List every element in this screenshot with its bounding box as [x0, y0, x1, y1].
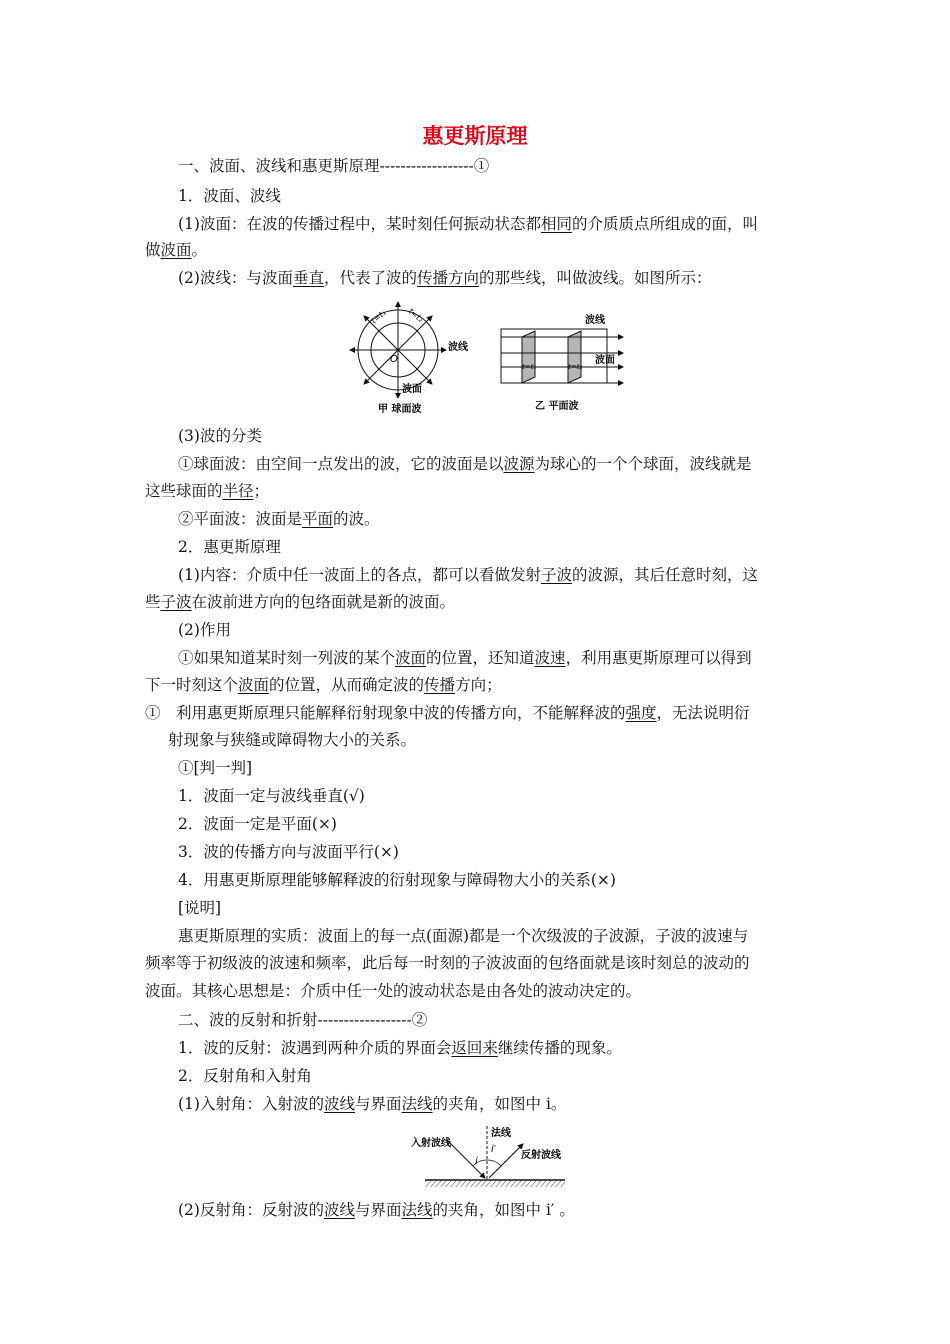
- blank-answer: 波面: [238, 676, 270, 694]
- blank-answer: 返回来: [451, 1039, 498, 1057]
- label-incident-ray: 入射波线: [411, 1138, 451, 1149]
- blank-answer: 传播方向: [417, 269, 480, 287]
- judge-item: 2．波面一定是平面(×): [178, 815, 337, 833]
- label-origin: O: [390, 354, 398, 365]
- paragraph-spherical-line2: 这些球面的半径；: [145, 482, 270, 500]
- paragraph-function-2-line1: ① 利用惠更斯原理只能解释衍射现象中波的传播方向，不能解释波的强度，无法说明衍: [145, 704, 750, 722]
- judge-item: 3．波的传播方向与波面平行(×): [178, 843, 399, 861]
- page-title: 惠更斯原理: [422, 124, 528, 148]
- paragraph-spherical-line1: ①球面波：由空间一点发出的波，它的波面是以波源为球心的一个个球面，波线就是: [178, 455, 752, 473]
- note-line3: 波面。其核心思想是：介质中任一处的波动状态是由各处的波动决定的。: [145, 982, 642, 1000]
- paragraph-wavefront-line1: (1)波面：在波的传播过程中，某时刻任何振动状态都相同的介质质点所组成的面，叫: [178, 215, 758, 233]
- note-line1: 惠更斯原理的实质：波面上的每一点(面源)都是一个次级波的子波源，子波的波速与: [178, 927, 749, 945]
- note-line2: 频率等于初级波的波速和频率，此后每一时刻的子波波面的包络面就是该时刻总的波动的: [145, 954, 750, 972]
- paragraph-function-2-line2: 射现象与狭缝或障碍物大小的关系。: [168, 731, 417, 749]
- blank-answer: 平面: [302, 510, 334, 528]
- spherical-wave-figure: [340, 300, 480, 425]
- subheading-huygens: 2．惠更斯原理: [178, 538, 281, 556]
- label-t2: t=t₂: [568, 363, 583, 371]
- label-wave-line: 波线: [585, 315, 605, 326]
- label-wave-line: 波线: [448, 342, 468, 353]
- paragraph-function: (2)作用: [178, 621, 231, 639]
- wavefront-plane-1: [522, 331, 535, 383]
- paragraph-reflection-angle: (2)反射角：反射波的波线与界面法线的夹角，如图中 i′ 。: [178, 1201, 575, 1219]
- blank-answer: 波源: [503, 455, 535, 473]
- blank-answer: 法线: [401, 1095, 433, 1113]
- paragraph-wavefront-line2: 做波面。: [145, 241, 208, 259]
- plane-wave-figure: [495, 305, 635, 420]
- blank-answer: 波面: [160, 241, 192, 259]
- incident-ray: [447, 1140, 485, 1178]
- judge-heading: ①[判一判]: [178, 759, 253, 777]
- paragraph-reflection: 1．波的反射：波遇到两种介质的界面会返回来继续传播的现象。: [178, 1039, 622, 1057]
- section-2-heading: 二、波的反射和折射------------------②: [178, 1011, 428, 1029]
- section-1-heading: 一、波面、波线和惠更斯原理------------------①: [178, 157, 490, 175]
- paragraph-content-line2: 些子波在波前进方向的包络面就是新的波面。: [145, 593, 456, 611]
- judge-item: 4．用惠更斯原理能够解释波的衍射现象与障碍物大小的关系(×): [178, 871, 616, 889]
- blank-answer: 子波: [160, 593, 192, 611]
- paragraph-function-1-line2: 下一时刻这个波面的位置，从而确定波的传播方向；: [145, 676, 502, 694]
- label-reflected-ray: 反射波线: [521, 1150, 561, 1161]
- blank-answer: 垂直: [292, 269, 324, 287]
- paragraph-function-1-line1: ①如果知道某时刻一列波的某个波面的位置，还知道波速，利用惠更斯原理可以得到: [178, 649, 752, 667]
- label-wave-face: 波面: [402, 384, 422, 395]
- blank-answer: 波面: [395, 649, 427, 667]
- label-wave-face: 波面: [595, 355, 615, 366]
- reflected-angle-arc: [487, 1160, 501, 1166]
- paragraph-ray: (2)波线：与波面垂直，代表了波的传播方向的那些线，叫做波线。如图所示：: [178, 269, 712, 287]
- label-i: i: [475, 1156, 478, 1167]
- label-i-prime: i′: [491, 1144, 497, 1155]
- paragraph-classification: (3)波的分类: [178, 427, 262, 445]
- reflection-figure: [405, 1122, 585, 1194]
- paragraph-content-line1: (1)内容：介质中任一波面上的各点，都可以看做发射子波的波源，其后任意时刻，这: [178, 566, 758, 584]
- label-normal: 法线: [491, 1128, 511, 1139]
- interface-hatch: [425, 1180, 565, 1187]
- label-t1: t=t₁: [522, 363, 537, 371]
- subheading-wave-surface: 1．波面、波线: [178, 187, 281, 205]
- figure-caption-spherical: 甲 球面波: [378, 404, 422, 415]
- blank-answer: 法线: [401, 1201, 433, 1219]
- blank-answer: 相同: [540, 215, 572, 233]
- blank-answer: 半径: [222, 482, 254, 500]
- blank-answer: 波速: [534, 649, 566, 667]
- blank-answer: 子波: [540, 566, 572, 584]
- paragraph-incident-angle: (1)入射角：入射波的波线与界面法线的夹角，如图中 i。: [178, 1095, 567, 1113]
- wavefront-plane-2: [568, 331, 581, 383]
- label-t1: t=t₁: [369, 308, 388, 326]
- blank-answer: 波线: [323, 1201, 355, 1219]
- label-t2: t=t₂: [406, 306, 425, 324]
- judge-item: 1．波面一定与波线垂直(√): [178, 787, 365, 805]
- blank-answer: 波线: [323, 1095, 355, 1113]
- blank-answer: 传播: [424, 676, 456, 694]
- blank-answer: 强度: [625, 704, 657, 722]
- figure-caption-plane: 乙 平面波: [535, 401, 579, 412]
- paragraph-plane: ②平面波：波面是平面的波。: [178, 510, 380, 528]
- note-heading: [说明]: [178, 899, 222, 917]
- subheading-angles: 2．反射角和入射角: [178, 1067, 312, 1085]
